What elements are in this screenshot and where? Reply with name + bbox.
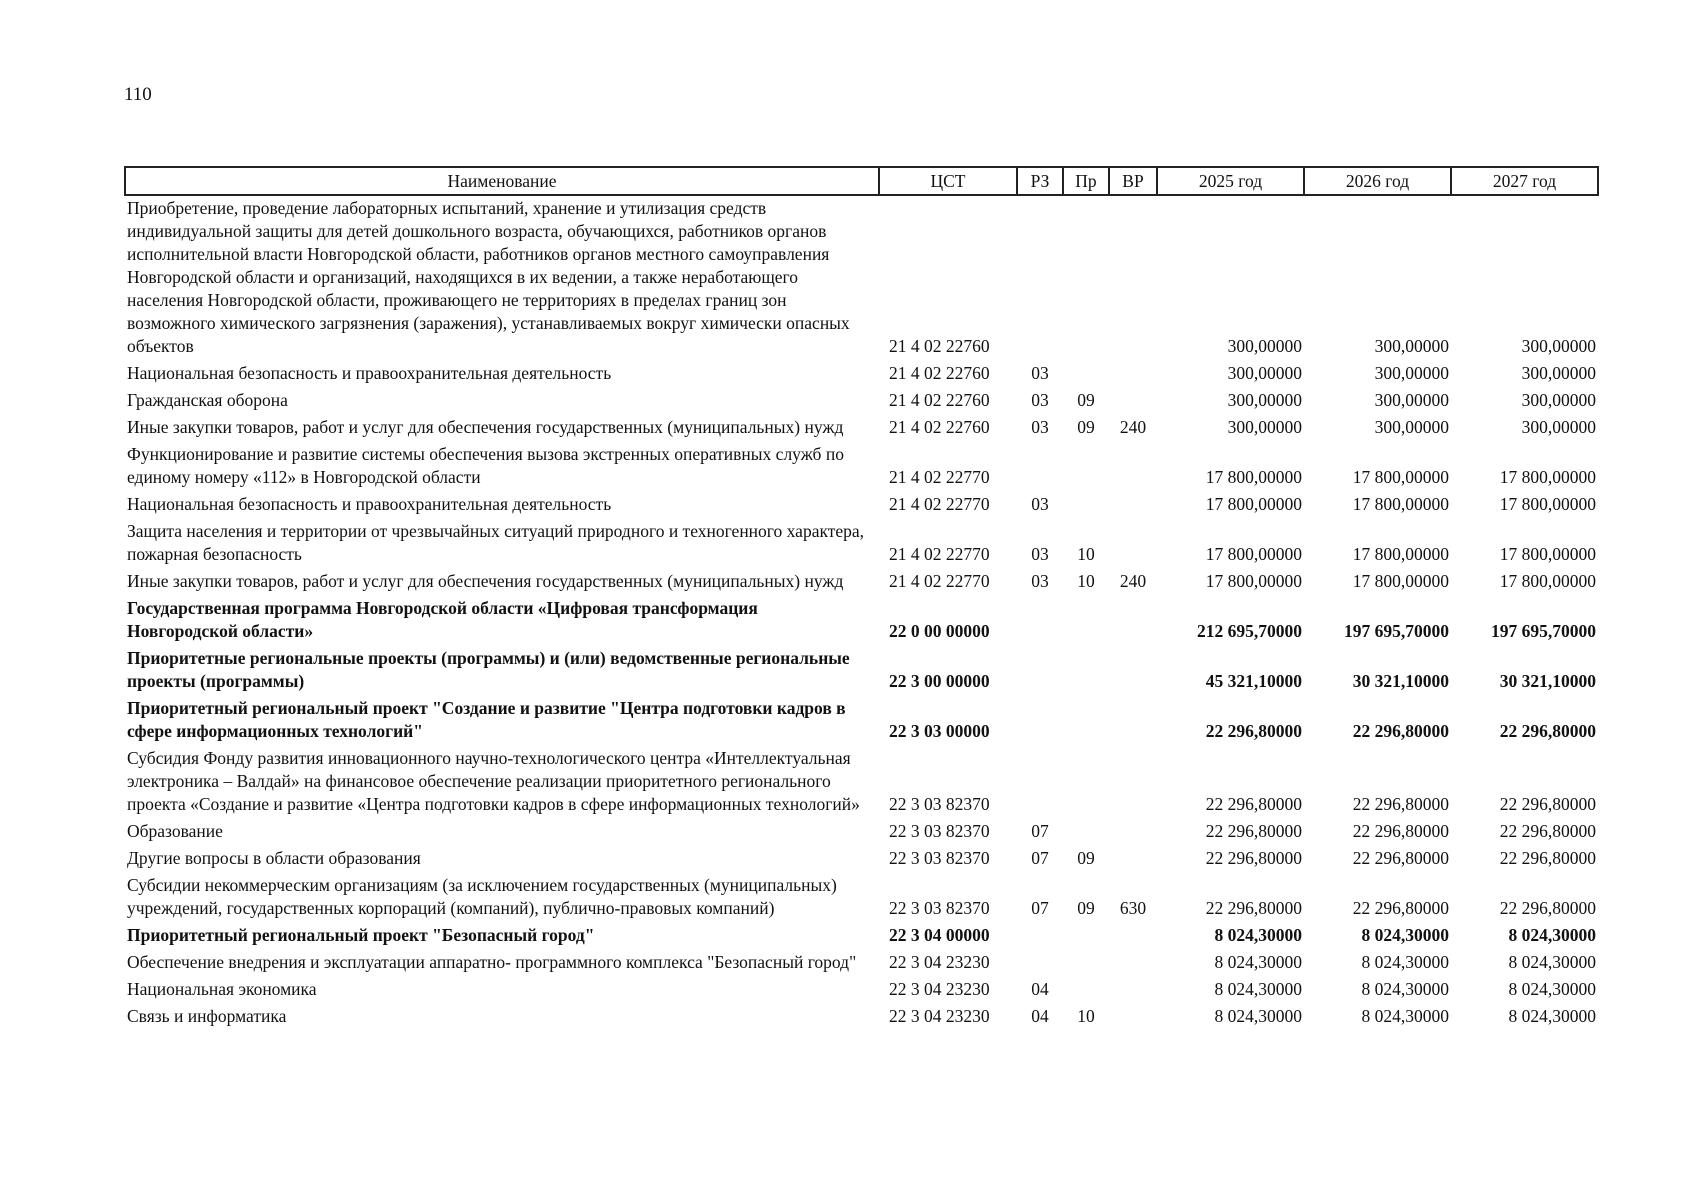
row-2026-cell: 300,00000 (1374, 417, 1449, 437)
row-name-cell: Приоритетный региональный проект "Создание и развитие "Центра подготовки кадров в сфере информационных технологий" (127, 698, 846, 741)
row-rz-cell: 03 (1031, 417, 1049, 437)
row-2026-cell: 300,00000 (1374, 363, 1449, 383)
row-2025-cell: 22 296,80000 (1205, 898, 1302, 918)
row-pr-cell (1063, 195, 1109, 361)
row-2026-cell: 22 296,80000 (1352, 898, 1449, 918)
row-name-cell: Субсидия Фонду развития инновационного научно-технологического центра «Интеллектуальная электроника – Валдай» на финансовое обеспечение реализации приоритетного регионального проекта «Создание и развитие «Центра подготовки кадров в сфере информационных технологий» (127, 748, 860, 814)
row-2027-cell: 17 800,00000 (1499, 571, 1596, 591)
row-vr-cell (1109, 1004, 1157, 1031)
row-2027-cell: 22 296,80000 (1499, 721, 1596, 741)
table-body (125, 195, 1598, 1031)
row-2026-cell: 300,00000 (1374, 390, 1449, 410)
row-vr-cell: 240 (1119, 571, 1147, 591)
row-2026-cell: 17 800,00000 (1352, 544, 1449, 564)
row-pr-cell (1063, 492, 1109, 519)
table-row (125, 646, 1598, 696)
row-2025-cell: 300,00000 (1227, 417, 1302, 437)
row-2026-cell: 8 024,30000 (1361, 979, 1449, 999)
row-cst-cell: 22 3 04 23230 (889, 979, 990, 999)
row-2026-cell: 8 024,30000 (1361, 925, 1449, 945)
row-2027-cell: 22 296,80000 (1499, 898, 1596, 918)
row-2026-cell: 22 296,80000 (1352, 721, 1449, 741)
row-pr-cell: 09 (1077, 848, 1095, 868)
row-pr-cell (1063, 977, 1109, 1004)
table-row (125, 977, 1598, 1004)
table-row (125, 596, 1598, 646)
row-vr-cell (1109, 361, 1157, 388)
row-rz-cell: 03 (1031, 544, 1049, 564)
budget-table (124, 166, 1599, 1031)
table-row (125, 361, 1598, 388)
row-cst-cell: 22 3 03 82370 (889, 821, 990, 841)
row-vr-cell (1109, 950, 1157, 977)
table-row (125, 696, 1598, 746)
row-cst-cell: 22 0 00 00000 (889, 621, 990, 641)
row-pr-cell: 09 (1077, 417, 1095, 437)
row-cst-cell: 21 4 02 22770 (889, 544, 990, 564)
row-rz-cell: 04 (1031, 1006, 1049, 1026)
row-name-cell: Субсидии некоммерческим организациям (за исключением государственных (муниципальных) учреждений, государственных корпораций (компаний), публично-правовых компаний) (127, 875, 837, 918)
row-2027-cell: 22 296,80000 (1499, 848, 1596, 868)
row-2027-cell: 197 695,70000 (1491, 621, 1596, 641)
row-2025-cell: 8 024,30000 (1214, 952, 1302, 972)
table-row (125, 819, 1598, 846)
row-2026-cell: 300,00000 (1374, 336, 1449, 356)
row-vr-cell (1109, 442, 1157, 492)
row-cst-cell: 22 3 03 82370 (889, 898, 990, 918)
row-name-cell: Защита населения и территории от чрезвычайных ситуаций природного и техногенного характера, пожарная безопасность (127, 521, 865, 564)
row-rz-cell: 03 (1031, 494, 1049, 514)
header-2026: 2026 год (1304, 167, 1451, 195)
row-name-cell: Обеспечение внедрения и эксплуатации аппаратно- программного комплекса "Безопасный город" (127, 952, 857, 972)
row-cst-cell: 22 3 03 82370 (889, 848, 990, 868)
row-2026-cell: 8 024,30000 (1361, 952, 1449, 972)
row-cst-cell: 22 3 04 00000 (889, 925, 990, 945)
row-rz-cell (1017, 950, 1063, 977)
header-2027: 2027 год (1451, 167, 1598, 195)
row-2027-cell: 300,00000 (1521, 390, 1596, 410)
row-cst-cell: 21 4 02 22760 (889, 390, 990, 410)
row-2025-cell: 22 296,80000 (1205, 794, 1302, 814)
header-pr: Пр (1063, 167, 1109, 195)
row-cst-cell: 22 3 00 00000 (889, 671, 990, 691)
row-rz-cell (1017, 696, 1063, 746)
row-cst-cell: 22 3 03 00000 (889, 721, 990, 741)
table-row (125, 746, 1598, 819)
row-2027-cell: 22 296,80000 (1499, 821, 1596, 841)
row-name-cell: Гражданская оборона (127, 390, 288, 410)
row-2025-cell: 22 296,80000 (1205, 721, 1302, 741)
table-row (125, 415, 1598, 442)
header-name: Наименование (125, 167, 879, 195)
row-2025-cell: 300,00000 (1227, 390, 1302, 410)
row-2025-cell: 17 800,00000 (1205, 494, 1302, 514)
row-pr-cell: 10 (1077, 544, 1095, 564)
row-pr-cell (1063, 746, 1109, 819)
row-2025-cell: 300,00000 (1227, 363, 1302, 383)
row-name-cell: Связь и информатика (127, 1006, 287, 1026)
row-vr-cell (1109, 596, 1157, 646)
row-pr-cell: 10 (1077, 571, 1095, 591)
table-row (125, 195, 1598, 361)
row-2027-cell: 8 024,30000 (1508, 952, 1596, 972)
row-2027-cell: 22 296,80000 (1499, 794, 1596, 814)
header-2025: 2025 год (1157, 167, 1304, 195)
row-name-cell: Национальная экономика (127, 979, 317, 999)
row-rz-cell: 03 (1031, 390, 1049, 410)
row-rz-cell: 03 (1031, 363, 1049, 383)
row-2025-cell: 8 024,30000 (1214, 979, 1302, 999)
row-2025-cell: 17 800,00000 (1205, 571, 1302, 591)
row-vr-cell (1109, 696, 1157, 746)
table-row (125, 442, 1598, 492)
header-rz: РЗ (1017, 167, 1063, 195)
row-cst-cell: 22 3 03 82370 (889, 794, 990, 814)
row-cst-cell: 21 4 02 22770 (889, 467, 990, 487)
row-rz-cell (1017, 442, 1063, 492)
table-row (125, 519, 1598, 569)
row-pr-cell (1063, 646, 1109, 696)
row-pr-cell (1063, 950, 1109, 977)
row-2026-cell: 22 296,80000 (1352, 821, 1449, 841)
row-name-cell: Другие вопросы в области образования (127, 848, 421, 868)
row-vr-cell (1109, 519, 1157, 569)
row-cst-cell: 21 4 02 22760 (889, 363, 990, 383)
row-pr-cell: 09 (1077, 390, 1095, 410)
row-2026-cell: 197 695,70000 (1344, 621, 1449, 641)
row-2027-cell: 8 024,30000 (1508, 979, 1596, 999)
page-number: 110 (124, 84, 152, 105)
row-2025-cell: 8 024,30000 (1214, 1006, 1302, 1026)
row-2027-cell: 300,00000 (1521, 363, 1596, 383)
row-name-cell: Приоритетные региональные проекты (программы) и (или) ведомственные региональные проекты (программы) (127, 648, 850, 691)
row-vr-cell (1109, 492, 1157, 519)
row-rz-cell: 03 (1031, 571, 1049, 591)
row-2025-cell: 212 695,70000 (1197, 621, 1302, 641)
row-pr-cell: 09 (1077, 898, 1095, 918)
row-vr-cell: 630 (1119, 898, 1147, 918)
row-name-cell: Государственная программа Новгородской области «Цифровая трансформация Новгородской области» (127, 598, 758, 641)
row-2027-cell: 8 024,30000 (1508, 1006, 1596, 1026)
header-vr: ВР (1109, 167, 1157, 195)
row-2026-cell: 22 296,80000 (1352, 848, 1449, 868)
row-2025-cell: 22 296,80000 (1205, 821, 1302, 841)
table-row (125, 873, 1598, 923)
row-cst-cell: 22 3 04 23230 (889, 952, 990, 972)
row-cst-cell: 21 4 02 22770 (889, 571, 990, 591)
row-2025-cell: 8 024,30000 (1214, 925, 1302, 945)
row-rz-cell (1017, 746, 1063, 819)
row-pr-cell (1063, 442, 1109, 492)
row-2027-cell: 17 800,00000 (1499, 494, 1596, 514)
row-name-cell: Иные закупки товаров, работ и услуг для обеспечения государственных (муниципальных) нужд (127, 417, 844, 437)
row-rz-cell: 07 (1031, 898, 1049, 918)
row-name-cell: Функционирование и развитие системы обеспечения вызова экстренных оперативных служб по единому номеру «112» в Новгородской области (127, 444, 844, 487)
row-name-cell: Образование (127, 821, 223, 841)
row-vr-cell (1109, 819, 1157, 846)
row-2027-cell: 8 024,30000 (1508, 925, 1596, 945)
row-rz-cell (1017, 923, 1063, 950)
row-name-cell: Приобретение, проведение лабораторных испытаний, хранение и утилизация средств индивидуальной защиты для детей дошкольного возраста, обучающихся, работников органов исполнительной власти Новгородской области, работников органов местного самоуправления Новгородской области и организаций, находящихся в их ведении, а также неработающего населения Новгородской области, проживающего не территориях в пределах границ зон возможного химического загрязнения (заражения), устанавливаемых вокруг химически опасных объектов (127, 198, 850, 356)
row-2026-cell: 30 321,10000 (1352, 671, 1449, 691)
row-pr-cell (1063, 923, 1109, 950)
row-rz-cell (1017, 646, 1063, 696)
table-row (125, 1004, 1598, 1031)
row-name-cell: Приоритетный региональный проект "Безопасный город" (127, 925, 595, 945)
table-row (125, 569, 1598, 596)
row-pr-cell (1063, 361, 1109, 388)
row-vr-cell (1109, 388, 1157, 415)
row-pr-cell: 10 (1077, 1006, 1095, 1026)
row-pr-cell (1063, 596, 1109, 646)
row-vr-cell: 240 (1119, 417, 1147, 437)
row-2025-cell: 300,00000 (1227, 336, 1302, 356)
table-row (125, 492, 1598, 519)
row-cst-cell: 21 4 02 22760 (889, 417, 990, 437)
row-rz-cell (1017, 596, 1063, 646)
row-cst-cell: 22 3 04 23230 (889, 1006, 990, 1026)
row-2026-cell: 22 296,80000 (1352, 794, 1449, 814)
row-2025-cell: 17 800,00000 (1205, 467, 1302, 487)
row-pr-cell (1063, 819, 1109, 846)
row-name-cell: Национальная безопасность и правоохранительная деятельность (127, 494, 612, 514)
row-cst-cell: 21 4 02 22770 (889, 494, 990, 514)
row-2026-cell: 17 800,00000 (1352, 494, 1449, 514)
row-rz-cell: 07 (1031, 821, 1049, 841)
row-2027-cell: 17 800,00000 (1499, 544, 1596, 564)
table-row (125, 388, 1598, 415)
row-2025-cell: 22 296,80000 (1205, 848, 1302, 868)
table-row (125, 846, 1598, 873)
row-rz-cell (1017, 195, 1063, 361)
row-name-cell: Иные закупки товаров, работ и услуг для обеспечения государственных (муниципальных) нужд (127, 571, 844, 591)
row-2025-cell: 45 321,10000 (1205, 671, 1302, 691)
row-vr-cell (1109, 746, 1157, 819)
row-vr-cell (1109, 846, 1157, 873)
row-2027-cell: 300,00000 (1521, 417, 1596, 437)
row-cst-cell: 21 4 02 22760 (889, 336, 990, 356)
row-rz-cell: 04 (1031, 979, 1049, 999)
row-vr-cell (1109, 977, 1157, 1004)
row-2027-cell: 17 800,00000 (1499, 467, 1596, 487)
row-vr-cell (1109, 923, 1157, 950)
row-2026-cell: 17 800,00000 (1352, 467, 1449, 487)
row-pr-cell (1063, 696, 1109, 746)
row-rz-cell: 07 (1031, 848, 1049, 868)
row-vr-cell (1109, 195, 1157, 361)
row-vr-cell (1109, 646, 1157, 696)
table-header-row (125, 167, 1598, 195)
row-2025-cell: 17 800,00000 (1205, 544, 1302, 564)
table-row (125, 923, 1598, 950)
row-2027-cell: 30 321,10000 (1499, 671, 1596, 691)
header-cst: ЦСТ (879, 167, 1017, 195)
row-name-cell: Национальная безопасность и правоохранительная деятельность (127, 363, 612, 383)
row-2026-cell: 8 024,30000 (1361, 1006, 1449, 1026)
row-2027-cell: 300,00000 (1521, 336, 1596, 356)
table-row (125, 950, 1598, 977)
row-2026-cell: 17 800,00000 (1352, 571, 1449, 591)
